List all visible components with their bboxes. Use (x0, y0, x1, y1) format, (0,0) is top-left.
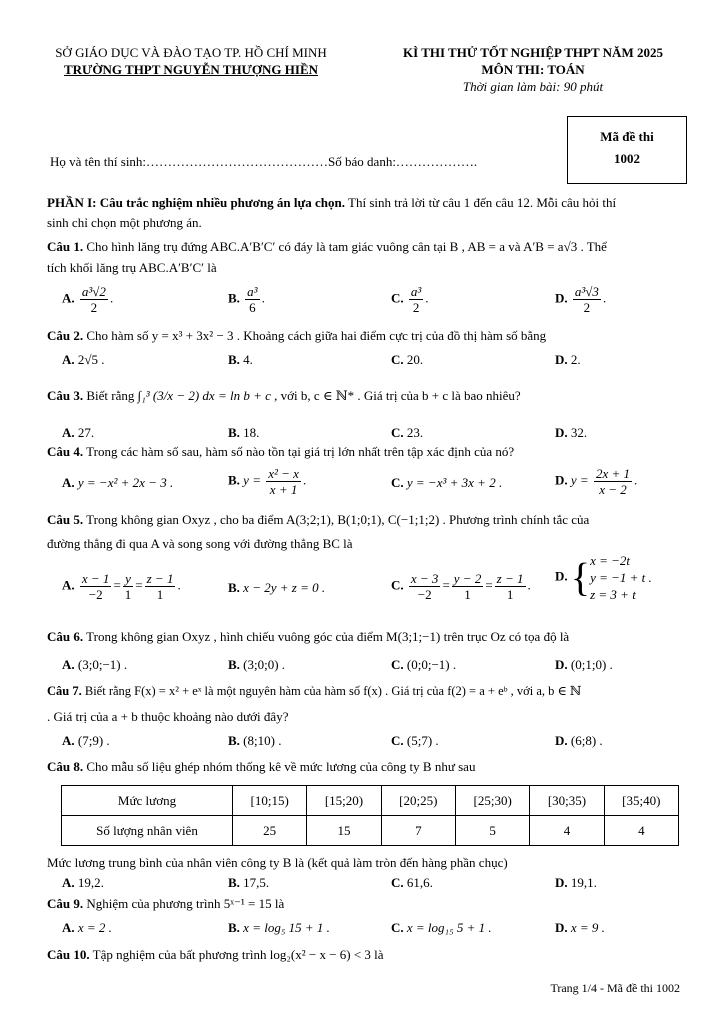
question-4 (47, 443, 686, 460)
option-value: y = −x³ + 3x + 2 . (406, 475, 503, 490)
option-label: C. (391, 875, 404, 890)
exam-code-box (567, 116, 687, 184)
table-cell: 15 (307, 816, 381, 846)
option-label: C. (391, 425, 404, 440)
option-value: 19,1. (570, 875, 597, 890)
option-label: C. (391, 475, 404, 490)
table-cell: 25 (233, 816, 307, 846)
question-6 (47, 628, 686, 645)
option-d[interactable] (555, 552, 652, 603)
option-value: (0;1;0) . (570, 657, 613, 672)
fraction (409, 284, 423, 315)
option-a[interactable] (62, 474, 173, 491)
option-value: (3;0;−1) . (77, 657, 128, 672)
option-b[interactable]: B. y = $\frac{\text{x² − x}}{x + 1}$ . (228, 466, 307, 497)
question-text: Nghiệm của phương trình 5ˣ⁻¹ = 15 là (83, 896, 285, 911)
option-label: A. (62, 425, 75, 440)
option-label: A. (62, 657, 75, 672)
part1-desc-2: sinh chỉ chọn một phương án. (47, 215, 202, 230)
option-label: B. (228, 425, 240, 440)
option-value: x − 2y + z = 0 . (243, 580, 326, 595)
numerator: z − 1 (146, 571, 174, 586)
question-3 (47, 387, 686, 404)
fraction (80, 284, 108, 315)
department-name: SỞ GIÁO DỤC VÀ ĐÀO TẠO TP. HỒ CHÍ MINH (55, 45, 327, 60)
option-label: D. (555, 352, 568, 367)
option-value: 61,6. (406, 875, 433, 890)
question-text: Trong các hàm số sau, hàm số nào tồn tại giá trị lớn nhất trên tập xác định của nó? (83, 444, 515, 459)
question-1-cont: tích khối lăng trụ ABC.A′B′C′ là (47, 260, 217, 275)
option-d[interactable] (555, 424, 587, 441)
question-label: Câu 8. (47, 759, 84, 774)
numerator: x − 1 (81, 571, 110, 586)
option-label: A. (62, 290, 75, 306)
exam-code-value: 1002 (614, 151, 640, 166)
table-cell: [10;15) (233, 786, 307, 816)
question-text: Trong không gian Oxyz , hình chiếu vuông góc của điểm M(3;1;−1) trên trục Oz có tọa độ là (83, 629, 570, 644)
option-value: 2√5 . (77, 352, 105, 367)
part1-heading (47, 194, 686, 211)
question-text: Cho mẫu số liệu ghép nhóm thống kê về mức lương của công ty B như sau (83, 759, 476, 774)
subject: MÔN THI: TOÁN (481, 62, 585, 77)
numerator: z − 1 (496, 571, 524, 586)
question-7 (47, 683, 686, 700)
option-label: B. (228, 352, 240, 367)
option-value: 19,2. (77, 875, 104, 890)
option-a[interactable] (62, 874, 104, 891)
denominator: x − 2 (599, 482, 627, 497)
question-text: , với b, c ∈ ℕ* . Giá trị của b + c là bao nhiêu? (270, 388, 521, 403)
option-label: D. (555, 472, 568, 488)
denominator: x + 1 (269, 482, 298, 497)
option-value: (3;0;0) . (243, 657, 286, 672)
option-b[interactable]: B. $\frac{\text{a³}}{6}$ . (228, 284, 265, 315)
option-a[interactable]: A. $\frac{x - 1}{-2}$ = $\frac{y}{1}$ = $\frac{z - 1}{1}$ . (62, 571, 181, 602)
question-label: Câu 4. (47, 444, 84, 459)
table-row (62, 816, 679, 846)
denominator: 1 (124, 587, 132, 602)
option-label: B. (228, 657, 240, 672)
option-prefix: y = (243, 472, 261, 488)
table-header-cell: Mức lương (62, 786, 233, 816)
denominator: 2 (583, 300, 591, 315)
option-value: (0;0;−1) . (406, 657, 457, 672)
equation-line: z = 3 + t (590, 587, 636, 602)
option-value: x = log₅ 15 + 1 . (243, 920, 330, 935)
question-text: Trong không gian Oxyz , cho ba điểm A(3;2;1), B(1;0;1), C(−1;1;2) . Phương trình chính tắc của (83, 512, 590, 527)
question-8-followup: Mức lương trung bình của nhân viên công ty B là (kết quả làm tròn đến hàng phần chục) (47, 855, 508, 870)
equation-line: y = −1 + t . (590, 570, 652, 585)
option-label: D. (555, 425, 568, 440)
numerator: y − 2 (453, 571, 482, 586)
part1-title: PHẦN I: Câu trắc nghiệm nhiều phương án lựa chọn. (47, 195, 346, 210)
option-value: x = 2 . (77, 920, 112, 935)
option-value: 2. (570, 352, 581, 367)
question-label: Câu 3. (47, 388, 84, 403)
question-text: Biết rằng (83, 388, 138, 403)
department-header (30, 44, 352, 78)
fraction (409, 571, 441, 602)
option-c[interactable] (391, 474, 502, 491)
denominator: 2 (412, 300, 420, 315)
question-2 (47, 327, 686, 344)
salary-table (61, 785, 679, 846)
option-c[interactable]: C. $\frac{\text{a³}}{2}$ . (391, 284, 429, 315)
fraction (145, 571, 176, 602)
denominator: 2 (90, 300, 98, 315)
question-text: Biết rằng F(x) = x² + eˣ là một nguyên hàm của hàm số f(x) . Giá trị của f(2) = a + eᵇ , với a, b ∈ ℕ (81, 684, 582, 698)
question-text: Tập nghiệm của bất phương trình log₂(x² − x − 6) < 3 là (89, 947, 384, 962)
table-cell: [25;30) (455, 786, 529, 816)
option-b[interactable] (228, 656, 285, 673)
numerator: x − 3 (410, 571, 439, 586)
option-label: D. (555, 657, 568, 672)
exam-title: KÌ THI THỬ TỐT NGHIỆP THPT NĂM 2025 (403, 45, 663, 60)
option-value: (7;9) . (77, 733, 110, 748)
question-label: Câu 7. (47, 684, 82, 698)
option-label: A. (62, 920, 75, 935)
brace-icon: { (570, 554, 591, 600)
option-label: C. (391, 657, 404, 672)
option-label: C. (391, 290, 404, 306)
denominator: 1 (506, 587, 514, 602)
option-label: B. (228, 875, 240, 890)
question-label: Câu 9. (47, 896, 84, 911)
denominator: 1 (156, 587, 164, 602)
option-label: A. (62, 733, 75, 748)
denominator: 6 (249, 300, 256, 315)
fraction (573, 284, 601, 315)
question-7-cont: . Giá trị của a + b thuộc khoảng nào dưới đây? (47, 709, 289, 724)
fraction (594, 466, 632, 497)
option-value: 27. (77, 425, 95, 440)
table-cell: 5 (455, 816, 529, 846)
option-b[interactable] (228, 351, 253, 368)
option-value: 17,5. (243, 875, 270, 890)
option-label: C. (391, 352, 404, 367)
option-b[interactable] (228, 579, 325, 596)
option-label: A. (62, 577, 75, 593)
fraction (495, 571, 526, 602)
numerator: a³ (410, 284, 422, 299)
option-a[interactable]: A. $\frac{\text{a³√2}}{2}$ . (62, 284, 114, 315)
table-cell: [20;25) (381, 786, 455, 816)
numerator: y (123, 571, 134, 587)
option-label: B. (228, 920, 240, 935)
option-label: B. (228, 733, 240, 748)
option-d[interactable] (555, 351, 581, 368)
option-value: x = 9 . (570, 920, 605, 935)
option-d[interactable] (555, 919, 605, 936)
question-10 (47, 946, 686, 963)
option-c[interactable] (391, 919, 492, 936)
option-value: x = log₁₅ 5 + 1 . (406, 920, 492, 935)
option-label: A. (62, 875, 75, 890)
option-c[interactable] (391, 424, 423, 441)
option-b[interactable] (228, 874, 269, 891)
student-info-line: Họ và tên thí sinh:……………………………………Số báo danh:………………. (50, 154, 478, 169)
table-cell: 7 (381, 816, 455, 846)
option-c[interactable]: C. $\frac{x - 3}{-2}$ = $\frac{y - 2}{1}$ = $\frac{z - 1}{1}$ . (391, 571, 531, 602)
option-prefix: y = (570, 472, 589, 488)
option-label: D. (555, 290, 568, 306)
option-a[interactable] (62, 656, 127, 673)
option-label: C. (391, 577, 404, 593)
question-label: Câu 1. (47, 239, 84, 254)
option-label: A. (62, 352, 75, 367)
option-c[interactable] (391, 656, 456, 673)
integral-expression: ∫₁³ (3/x − 2) dx = ln b + c (137, 388, 271, 403)
table-cell: [15;20) (307, 786, 381, 816)
option-label: B. (228, 290, 240, 306)
option-d[interactable] (555, 656, 613, 673)
fraction (266, 466, 301, 497)
table-cell: [35;40) (604, 786, 678, 816)
fraction (123, 571, 134, 602)
numerator: a³ (247, 284, 258, 299)
denominator: −2 (88, 587, 103, 602)
equation-line: x = −2t (590, 553, 631, 568)
question-label: Câu 10. (47, 947, 90, 962)
option-label: C. (391, 920, 404, 935)
table-cell: [30;35) (530, 786, 604, 816)
table-header-cell: Số lượng nhân viên (62, 816, 233, 846)
option-value: (6;8) . (570, 733, 603, 748)
question-5-cont: đường thẳng đi qua A và song song với đường thẳng BC là (47, 536, 353, 551)
time-limit: Thời gian làm bài: 90 phút (462, 79, 604, 94)
option-label: C. (391, 733, 404, 748)
table-row (62, 786, 679, 816)
question-label: Câu 2. (47, 328, 84, 343)
numerator: x² − x (268, 466, 299, 481)
option-c[interactable] (391, 351, 423, 368)
option-label: D. (555, 875, 568, 890)
question-label: Câu 6. (47, 629, 84, 644)
table-cell: 4 (530, 816, 604, 846)
fraction (245, 284, 259, 315)
page-footer: Trang 1/4 - Mã đề thi 1002 (550, 981, 680, 995)
exam-header (370, 44, 696, 95)
option-d[interactable] (555, 732, 603, 749)
question-1 (47, 238, 686, 255)
question-8 (47, 758, 686, 775)
option-value: 18. (243, 425, 260, 440)
option-label: B. (228, 580, 240, 595)
question-9 (47, 895, 686, 912)
option-label: D. (555, 568, 568, 584)
option-value: 23. (406, 425, 424, 440)
equation-system (590, 552, 652, 603)
option-a[interactable] (62, 919, 112, 936)
option-a[interactable] (62, 351, 105, 368)
numerator: a³√2 (81, 284, 106, 299)
option-a[interactable] (62, 732, 110, 749)
school-name: TRƯỜNG THPT NGUYỄN THƯỢNG HIỀN (63, 62, 318, 77)
exam-code-label: Mã đề thi (600, 129, 654, 144)
numerator: a³√3 (574, 284, 599, 299)
option-d[interactable]: D. $\frac{\text{a³√3}}{2}$ . (555, 284, 607, 315)
option-a[interactable] (62, 424, 94, 441)
table-cell: 4 (604, 816, 678, 846)
option-c[interactable] (391, 732, 439, 749)
option-b[interactable] (228, 424, 259, 441)
option-b[interactable] (228, 919, 330, 936)
option-value: 20. (406, 352, 424, 367)
part1-desc: Thí sinh trả lời từ câu 1 đến câu 12. Mỗi câu hỏi thí (345, 195, 617, 210)
option-value: (8;10) . (243, 733, 282, 748)
option-value: 4. (243, 352, 253, 367)
option-value: y = −x² + 2x − 3 . (77, 475, 174, 490)
numerator: 2x + 1 (595, 466, 630, 481)
question-text: Cho hình lăng trụ đứng ABC.A′B′C′ có đáy là tam giác vuông cân tại B , AB = a và A′B = a√3 . Thể (83, 239, 607, 254)
option-label: D. (555, 920, 568, 935)
option-label: D. (555, 733, 568, 748)
option-label: B. (228, 472, 240, 488)
option-d[interactable]: D. y = $\frac{2x + 1}{x - 2}$ . (555, 466, 638, 497)
denominator: −2 (417, 587, 432, 602)
option-value: (5;7) . (406, 733, 439, 748)
denominator: 1 (464, 587, 471, 602)
option-d[interactable] (555, 874, 597, 891)
option-label: A. (62, 475, 75, 490)
fraction (80, 571, 112, 602)
question-label: Câu 5. (47, 512, 84, 527)
option-c[interactable] (391, 874, 433, 891)
option-b[interactable] (228, 732, 281, 749)
question-text: Cho hàm số y = x³ + 3x² − 3 . Khoảng cách giữa hai điểm cực trị của đồ thị hàm số bằng (83, 328, 547, 343)
question-5 (47, 511, 686, 528)
fraction (452, 571, 484, 602)
option-value: 32. (570, 425, 588, 440)
